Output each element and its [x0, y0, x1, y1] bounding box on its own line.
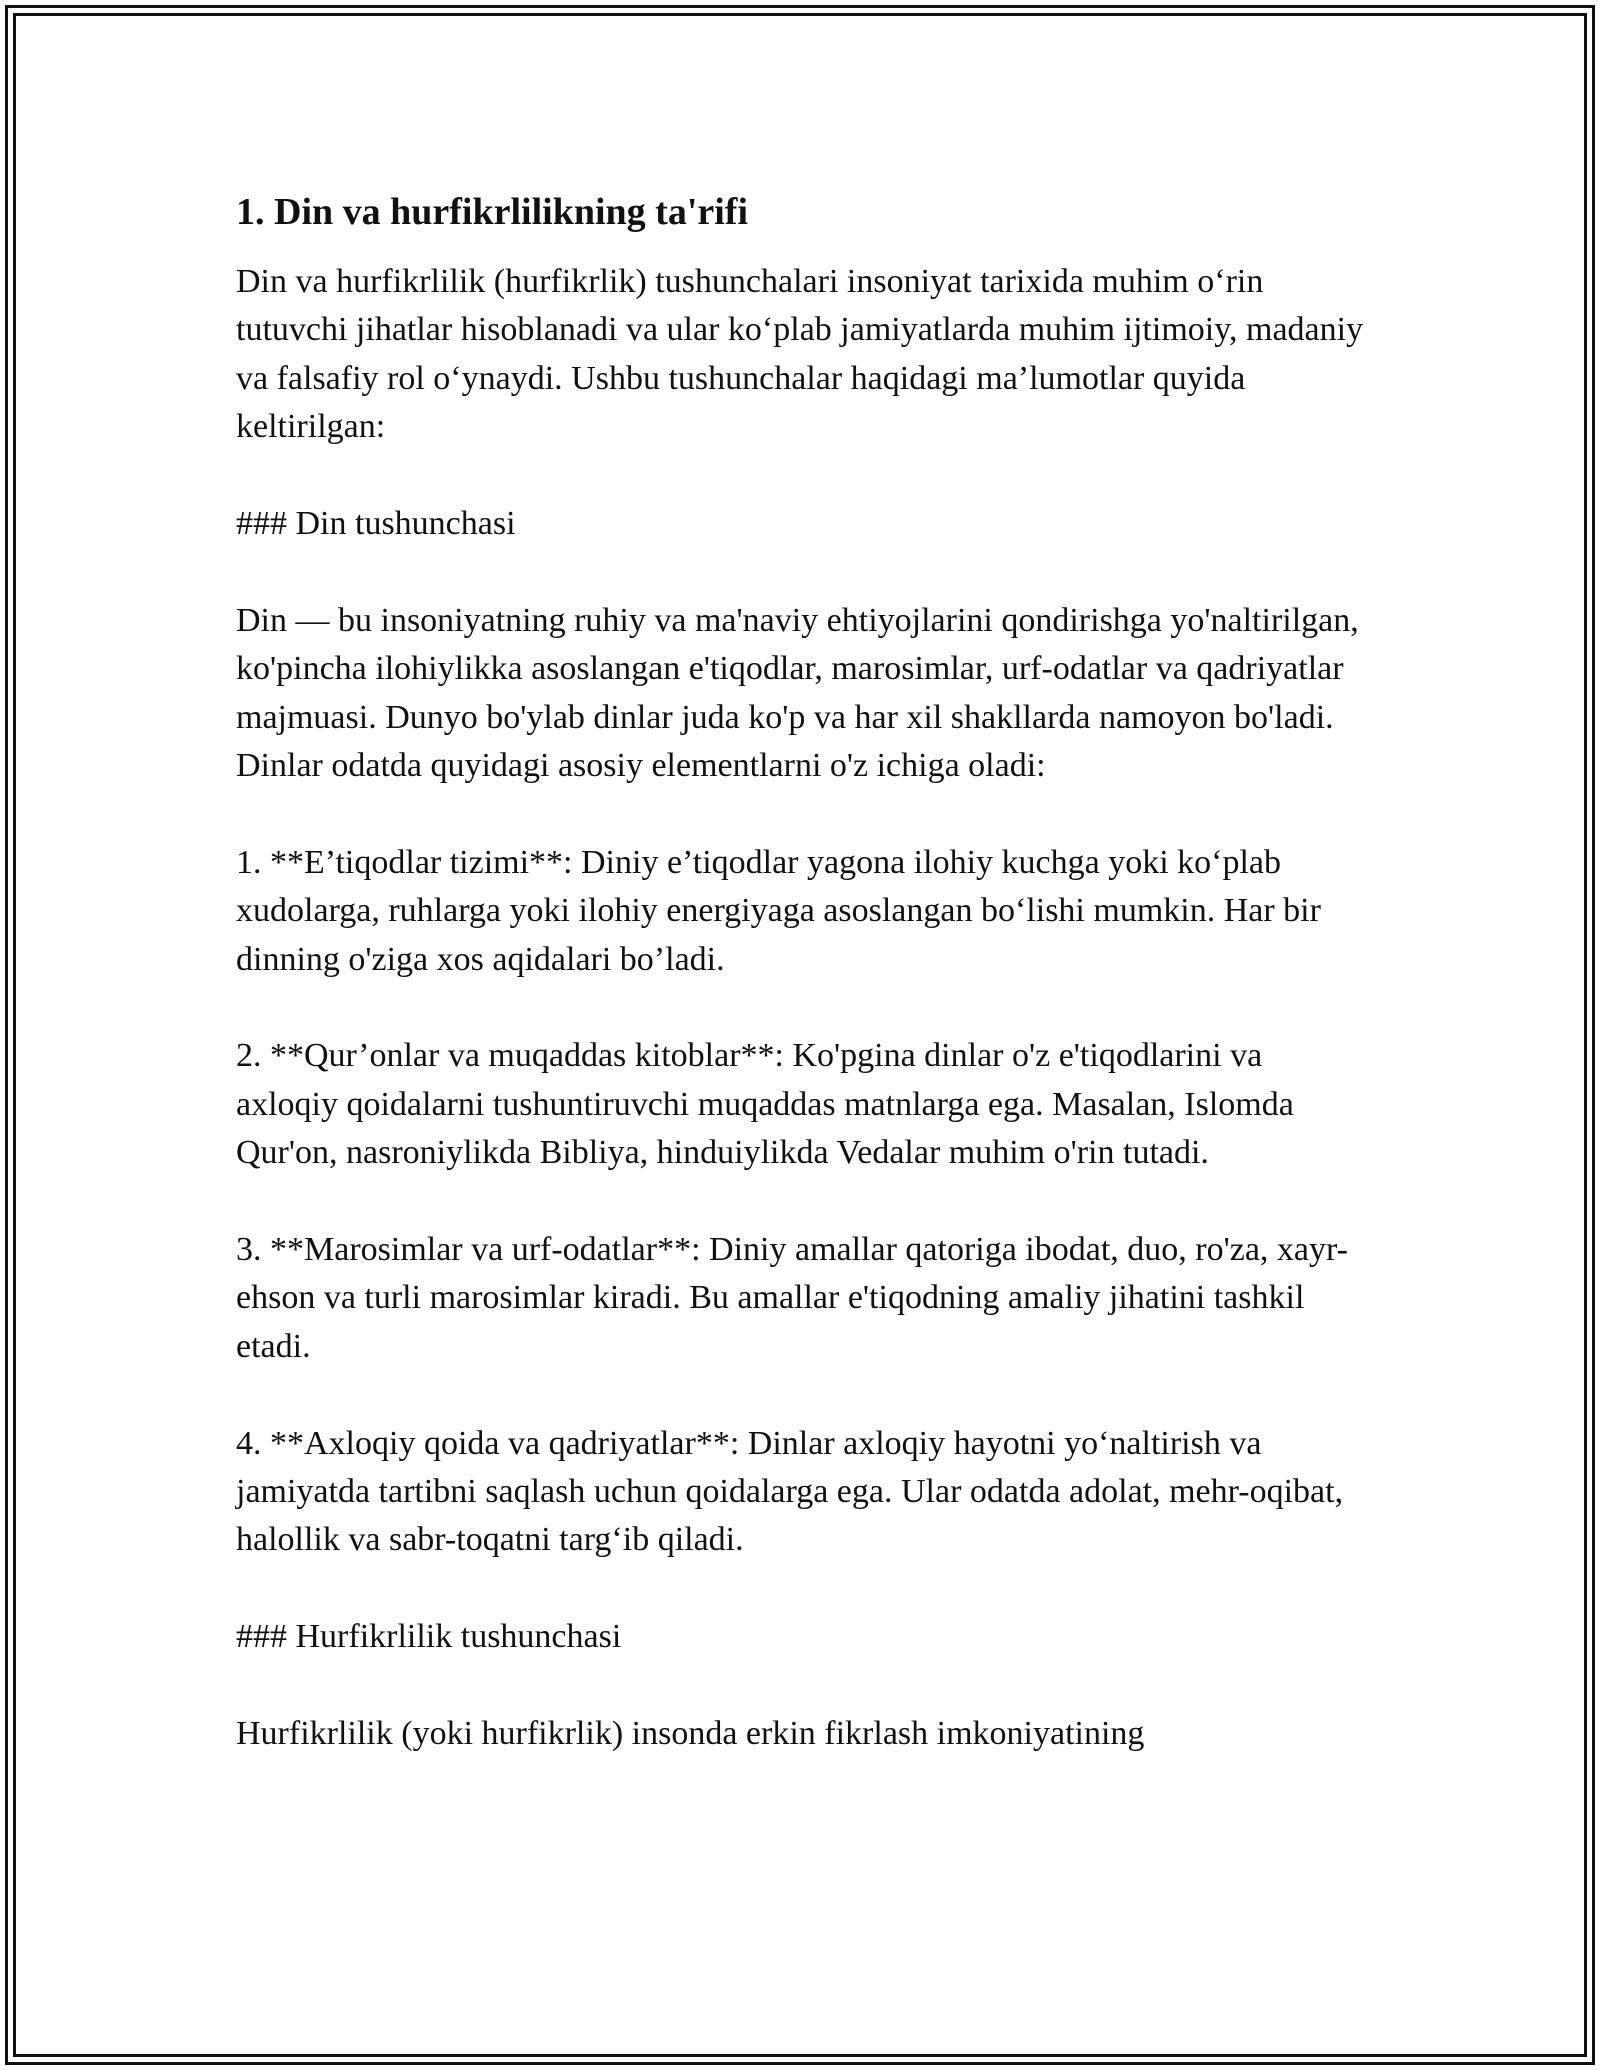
spacer	[236, 452, 1366, 500]
spacer	[236, 236, 1366, 258]
spacer	[236, 1178, 1366, 1226]
section-heading-hurfikrlilik: ### Hurfikrlilik tushunchasi	[236, 1618, 622, 1656]
list-item-etiqodlar: 1. **E’tiqodlar tizimi**: Diniy e’tiqodlar yagona ilohiy kuchga yoki ko‘plab xudolarga, ruhlarga yoki ilohiy energiyaga asoslangan bo‘lishi mumkin. Har bir dinning o'ziga xos aqidalari bo’ladi.	[236, 843, 1321, 978]
spacer	[236, 790, 1366, 838]
spacer	[236, 1371, 1366, 1419]
intro-paragraph: Din va hurfikrlilik (hurfikrlik) tushunchalari insoniyat tarixida muhim o‘rin tutuvchi jihatlar hisoblanadi va ular ko‘plab jamiyatlarda muhim ijtimoiy, madaniy va falsafiy rol o‘ynaydi. Ushbu tushunchalar haqidagi ma’lumotlar quyida keltirilgan:	[236, 263, 1364, 446]
spacer	[236, 548, 1366, 596]
spacer	[236, 984, 1366, 1032]
list-item-muqaddas-kitoblar: 2. **Qur’onlar va muqaddas kitoblar**: Ko'pgina dinlar o'z e'tiqodlarini va axloqiy qoidalarni tushuntiruvchi muqaddas matnlarga ega. Masalan, Islomda Qur'on, nasroniylikda Bibliya, hinduiylikda Vedalar muhim o'rin tutadi.	[236, 1037, 1294, 1172]
spacer	[236, 1565, 1366, 1613]
list-item-axloqiy-qoida: 4. **Axloqiy qoida va qadriyatlar**: Dinlar axloqiy hayotni yo‘naltirish va jamiyatda tartibni saqlash uchun qoidalarga ega. Ular odatda adolat, mehr-oqibat, halollik va sabr-toqatni targ‘ib qiladi.	[236, 1424, 1344, 1559]
section-heading-din: ### Din tushunchasi	[236, 505, 516, 543]
hurfikrlilik-paragraph: Hurfikrlilik (yoki hurfikrlik) insonda erkin fikrlash imkoniyatining	[236, 1715, 1145, 1753]
spacer	[236, 1662, 1366, 1710]
document-title: 1. Din va hurfikrlilikning ta'rifi	[236, 191, 749, 233]
din-definition-paragraph: Din — bu insoniyatning ruhiy va ma'naviy ehtiyojlarini qondirishga yo'naltirilgan, ko'pincha ilohiylikka asoslangan e'tiqodlar, marosimlar, urf-odatlar va qadriyatlar majmuasi. Dunyo bo'ylab dinlar juda ko'p va har xil shakllarda namoyon bo'ladi. Dinlar odatda quyidagi asosiy elementlarni o'z ichiga oladi:	[236, 601, 1359, 785]
list-item-marosimlar: 3. **Marosimlar va urf-odatlar**: Diniy amallar qatoriga ibodat, duo, ro'za, xayr-ehson va turli marosimlar kiradi. Bu amallar e'tiqodning amaliy jihatini tashkil etadi.	[236, 1231, 1348, 1365]
document-body	[236, 180, 1366, 1758]
